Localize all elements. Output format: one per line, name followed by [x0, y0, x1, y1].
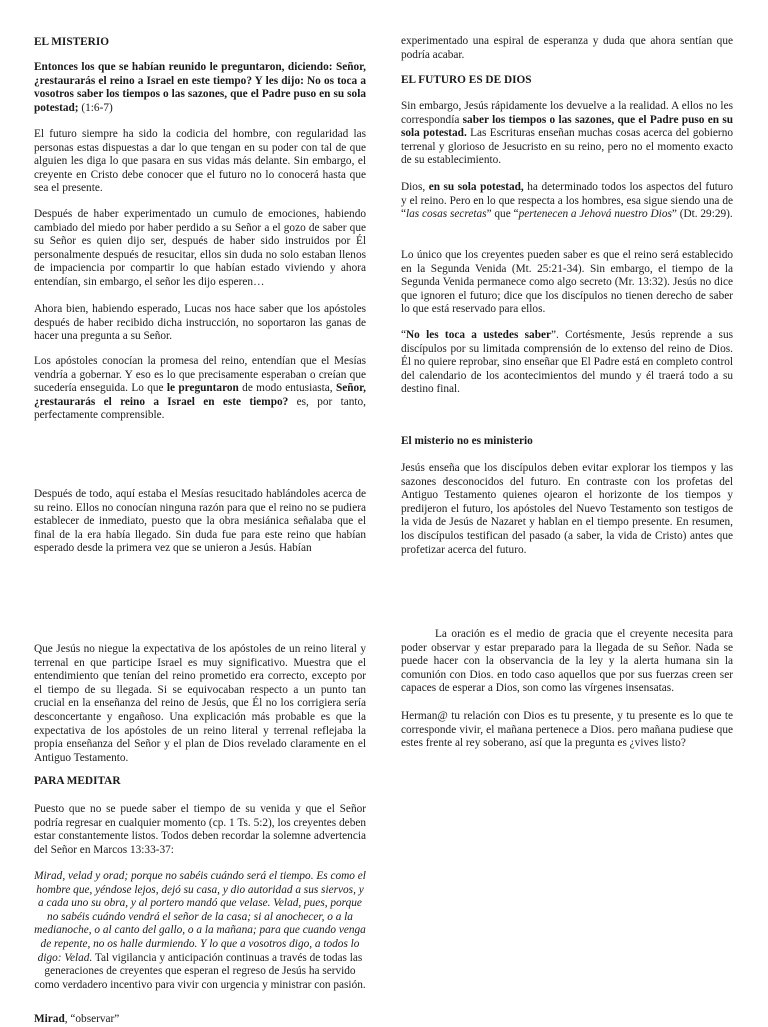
- text-run-italic: las cosas secretas: [406, 208, 487, 221]
- text-run-bold: saber los tiempos o las sazones, que el Padre puso en su sola potestad.: [401, 113, 733, 140]
- paragraph: Después de haber experimentado un cumulo de emociones, habiendo cambiado del miedo por haber perdido a su Señor a el gozo de saber que su Señor es quien dijo ser, después de haber sido instruidos por Él personalmente después de resucitar, ellos sin duda no solo estaban llenos de impaciencia por compartir lo que habían estado viviendo y ahora entendían, sin embargo, el señor les dijo esperen…: [34, 208, 366, 288]
- quote-text: Mirad, velad y orad; porque no sabéis cuándo será el tiempo. Es como el hombre que, yéndose lejos, dejó su casa, y dio autoridad a sus siervos, y a cada uno su obra, y al portero mandó que velase. Velad, pues, porque no sabéis cuándo vendrá el señor de la casa; si al anochecer, o a la medianoche, o al canto del gallo, o a la mañana; para que cuando venga de repente, no os halle durmiendo. Y lo que a vosotros digo, a todos lo digo: Velad.: [34, 870, 366, 964]
- text-run: Las Escrituras enseñan muchas cosas acerca del gobierno terrenal y glorioso de Jesucristo en su reino, pero no el momento exacto de su establecimiento.: [401, 127, 733, 167]
- paragraph: Herman@ tu relación con Dios es tu presente, y tu presente es lo que te corresponde vivir, el mañana pertenece a Dios. pero mañana pudiese que estes frente al rey soberano, así que la pregunta es ¿vives listo?: [401, 710, 733, 750]
- paragraph: [401, 100, 733, 168]
- text-run-bold: en su sola potestad,: [428, 181, 524, 193]
- paragraph: La oración es el medio de gracia que el creyente necesita para poder observar y estar preparado para la llegada de su Señor. Nada se puede hacer con la observancia de la ley y la alerta humana sin la comunión con Dios. en todo caso aquellos que por sus fuerzas creen ser capaces de esperar a Dios, son como las vírgenes insensatas.: [401, 628, 733, 695]
- paragraph: Jesús enseña que los discípulos deben evitar explorar los tiempos y las sazones desconocidos del futuro. En contraste con los profetas del Antiguo Testamento quienes ojearon el horizonte de los tiempos y predijeron el futuro, los apóstoles del Nuevo Testamento son testigos de la vida de Jesús de Nazaret y hablan en el tiempo presente. En resumen, los discípulos testifican del pasado (a saber, la vida de Cristo) antes que profetizar acerca del futuro.: [401, 462, 733, 556]
- text-run: ”. Cortésmente, Jesús reprende a sus discípulos por su limitada comprensión de lo extenso del reino de Dios. Él no quiere reprobar, sino enseñar que El Padre está en completo control del calendario de los acontecimientos del mundo y él traerá todo a su destino final.: [401, 329, 734, 396]
- text-run: ” que “: [486, 208, 519, 221]
- verse-reference: (1:6-7): [78, 101, 113, 114]
- quote-commentary: Tal vigilancia y anticipación continuas a través de todas las generaciones de creyentes que esperan el regreso de Jesús ha servido como verdadero incentivo para vivir con urgencia y ministrar con pasión.: [34, 951, 366, 991]
- text-run-bold: No les toca a ustedes saber: [406, 329, 552, 341]
- paragraph: Ahora bien, habiendo esperado, Lucas nos hace saber que los apóstoles después de haber recibido dicha instrucción, no soportaron las ganas de hacer una pregunta a su Señor.: [34, 303, 366, 343]
- section-title-el-misterio: EL MISTERIO: [34, 36, 110, 48]
- text-run: , “observar”: [64, 1013, 120, 1025]
- subsection-title: El misterio no es ministerio: [401, 435, 533, 447]
- text-run: ” (Dt. 29:29).: [671, 208, 733, 221]
- paragraph: [401, 181, 733, 222]
- text-run-italic: pertenecen a Jehová nuestro Dios: [518, 208, 672, 221]
- paragraph: experimentado una espiral de esperanza y duda que ahora sentían que podría acabar.: [401, 35, 733, 61]
- text-run: ha determinado todos los aspectos del futuro y el reino. Pero en lo que respecta a los hombres, esa sigue siendo una de “: [401, 181, 733, 221]
- scripture-quote: [34, 870, 366, 992]
- text-run: Dios,: [401, 181, 429, 193]
- verse-text: Entonces los que se habían reunido le preguntaron, diciendo: Señor, ¿restaurarás el reino a Israel en este tiempo? Y les dijo: No os toca a vosotros saber los tiempos o las sazones, que el Padre puso en su sola potestad;: [34, 61, 366, 114]
- paragraph: [34, 355, 366, 423]
- text-run: Los apóstoles conocían la promesa del reino, entendían que el Mesías vendría a gobernar. Y eso es lo que precisamente esperaban o creían que sucedería enseguida. Lo que: [34, 355, 366, 395]
- paragraph: [34, 1013, 366, 1027]
- paragraph: Puesto que no se puede saber el tiempo de su venida y que el Señor podría regresar en cualquier momento (cp. 1 Ts. 5:2), los creyentes deben estar constantemente listos. Todos deben recordar la solemne advertencia del Señor en Marcos 13:33-37:: [34, 803, 366, 856]
- text-run: “: [401, 329, 407, 341]
- text-run-bold: le preguntaron: [166, 382, 239, 395]
- section-title-para-meditar: PARA MEDITAR: [34, 775, 121, 787]
- text-run-bold: Mirad: [34, 1013, 65, 1025]
- paragraph: Lo único que los creyentes pueden saber es que el reino será establecido en la Segunda Venida (Mt. 25:21-34). Sin embargo, el tiempo de la Segunda Venida permanece como algo secreto (Mr. 13:32). Jesús no dice que ignoren el futuro; dice que los discípulos no tienen derecho de saber lo que está reservado para ellos.: [401, 249, 733, 316]
- paragraph: Después de todo, aquí estaba el Mesías resucitado hablándoles acerca de su reino. Ellos no conocían ninguna razón para que el reino no se pudiera establecer de inmediato, puesto que la obra mesiánica señalaba que el final de la era había llegado. Sin duda fue para este reino que habían esperado desde la primera vez que se unieron a Jesús. Habían: [34, 488, 366, 555]
- opening-verse: [34, 61, 366, 115]
- text-run: es, por tanto, perfectamente comprensible.: [34, 395, 366, 422]
- section-title-el-futuro: EL FUTURO ES DE DIOS: [401, 74, 532, 86]
- paragraph: Que Jesús no niegue la expectativa de los apóstoles de un reino literal y terrenal en que participe Israel es muy significativo. Muestra que el entendimiento que tenían del reino prometido era correcto, excepto por el tiempo de su llegada. Si se equivocaban respecto a un punto tan crucial en la enseñanza del reino de Jesús, que Él no los corrigiera sería desconcertante y engañoso. Una explicación más probable es que la expectativa de los apóstoles de un reino literal y terrenal reflejaba la propia enseñanza del Señor y el plan de Dios revelado claramente en el Antiguo Testamento.: [34, 643, 366, 764]
- text-run-bold: Señor, ¿restaurarás el reino a Israel en este tiempo?: [34, 382, 366, 408]
- text-run: Sin embargo, Jesús rápidamente los devuelve a la realidad. A ellos no les correspondía: [401, 100, 733, 126]
- paragraph: El futuro siempre ha sido la codicia del hombre, con regularidad las personas estas dispuestas a dar lo que tengan en su poder con tal de que alguien les diga lo que pasara en sus vidas más delante. Sin embargo, el creyente en Cristo debe conocer que el futuro no lo conocerá hasta que sea el presente.: [34, 128, 366, 195]
- paragraph: [401, 329, 733, 397]
- text-run: de modo entusiasta,: [238, 382, 336, 395]
